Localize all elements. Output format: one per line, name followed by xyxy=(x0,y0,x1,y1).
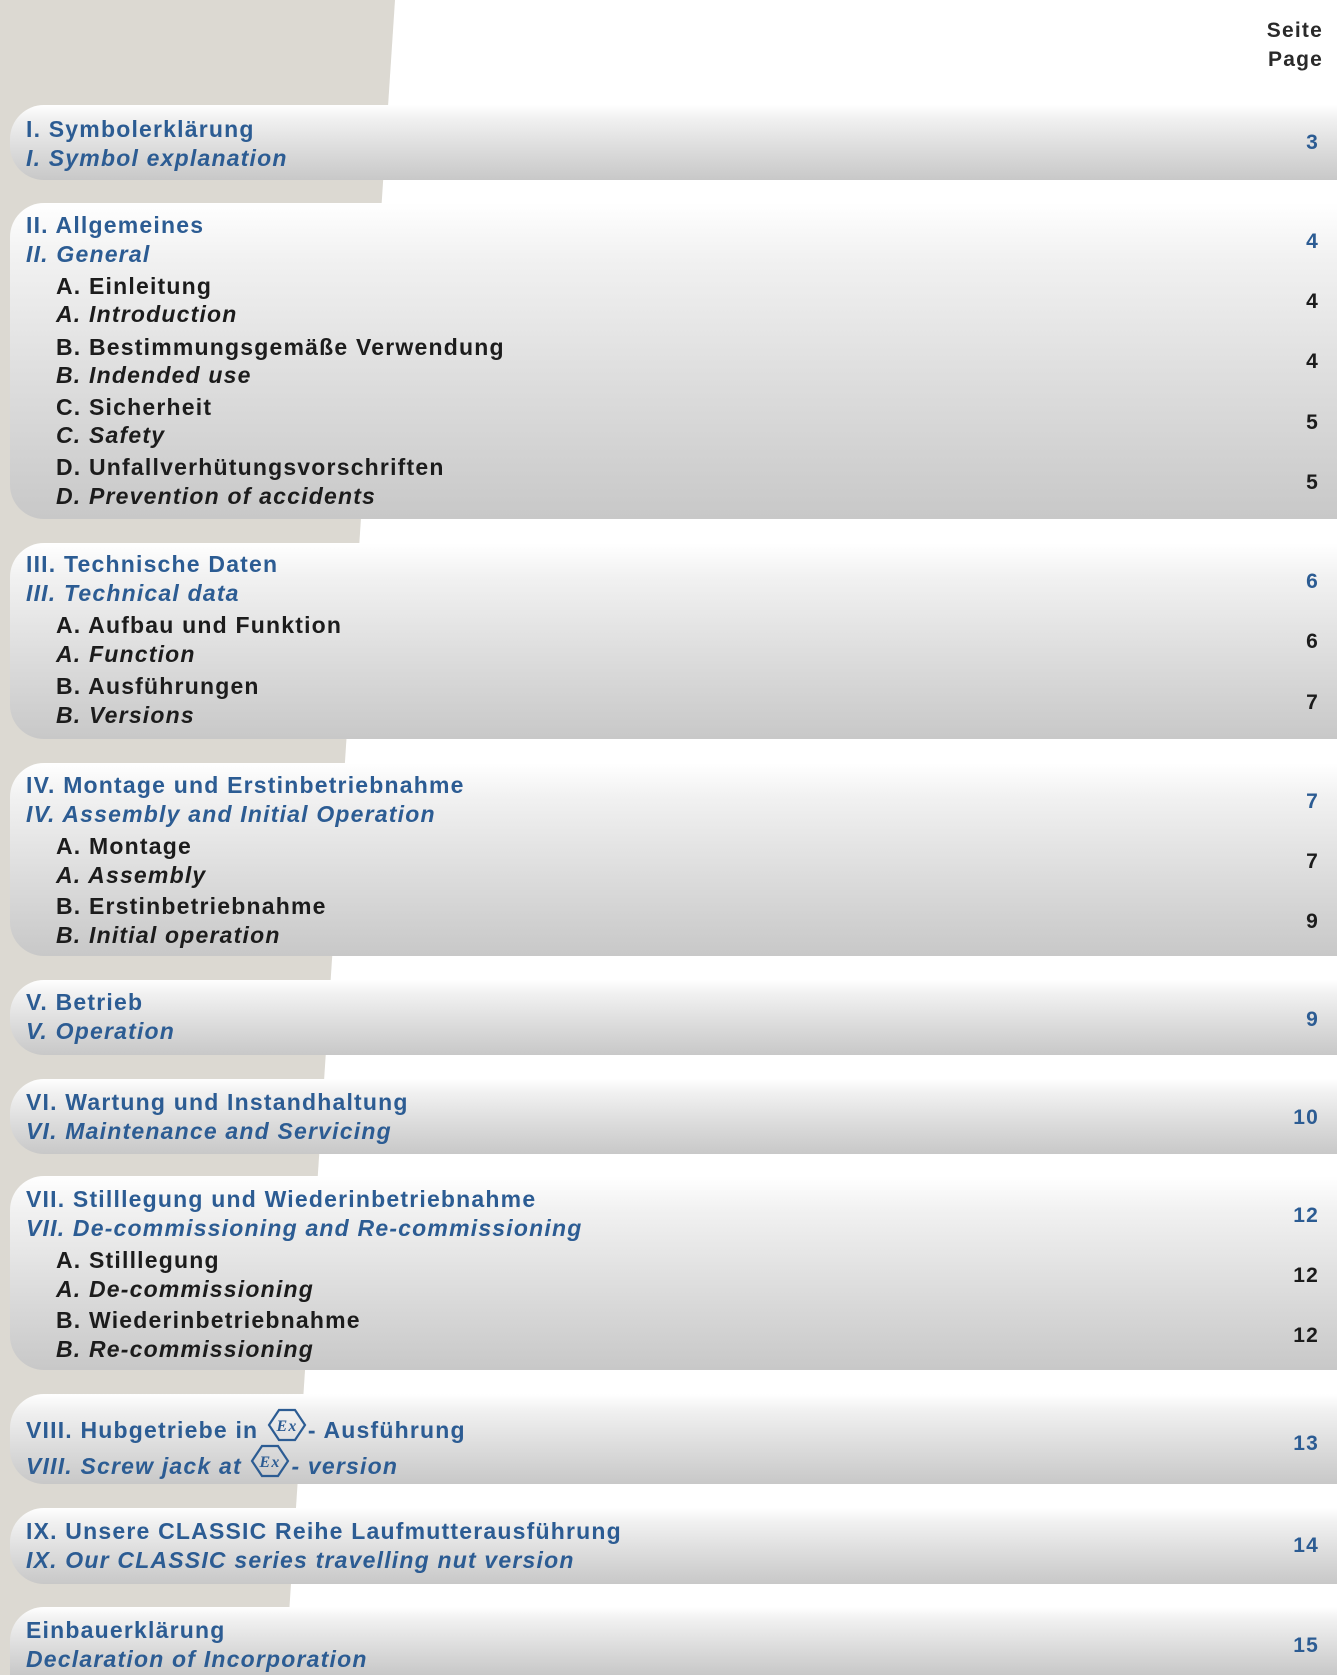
section-page-number: 4 xyxy=(1306,230,1319,253)
section-title-de[interactable]: VI. Wartung und Instandhaltung xyxy=(26,1089,409,1115)
subsection-title-de[interactable]: B. Erstinbetriebnahme xyxy=(56,893,327,919)
subsection-page-number: 5 xyxy=(1306,411,1319,434)
toc-section-7 xyxy=(10,1176,1337,1370)
toc-section-6 xyxy=(10,1079,1337,1154)
section-title-de[interactable]: VII. Stilllegung und Wiederinbetriebnahme xyxy=(26,1186,537,1212)
subsection-title-en[interactable]: B. Indended use xyxy=(56,362,252,388)
section-title-en[interactable] xyxy=(26,1444,398,1480)
section-title-en[interactable]: Declaration of Incorporation xyxy=(26,1646,368,1672)
subsection-page-number: 12 xyxy=(1293,1264,1319,1287)
title-en-suffix: - version xyxy=(291,1453,399,1479)
header-page: Page xyxy=(1268,48,1323,71)
subsection-title-en[interactable]: A. Function xyxy=(56,641,196,667)
section-page-number: 13 xyxy=(1293,1432,1319,1455)
section-title-de[interactable]: III. Technische Daten xyxy=(26,551,279,577)
subsection-title-de[interactable]: A. Einleitung xyxy=(56,273,213,299)
page-column-header xyxy=(1267,16,1323,74)
section-page-number: 3 xyxy=(1306,131,1319,154)
subsection-title-en[interactable]: D. Prevention of accidents xyxy=(56,483,377,509)
section-page-number: 6 xyxy=(1306,570,1319,593)
toc-section-8 xyxy=(10,1394,1337,1484)
subsection-page-number: 6 xyxy=(1306,630,1319,653)
subsection-title-de[interactable]: D. Unfallverhütungsvorschriften xyxy=(56,454,445,480)
section-title-en[interactable]: VII. De-commissioning and Re-commissioning xyxy=(26,1215,583,1241)
subsection-page-number: 7 xyxy=(1306,850,1319,873)
toc-section-4 xyxy=(10,763,1337,956)
toc-section-10 xyxy=(10,1607,1337,1675)
section-title-de[interactable]: II. Allgemeines xyxy=(26,212,205,238)
section-page-number: 10 xyxy=(1293,1106,1319,1129)
svg-text:Ex: Ex xyxy=(259,1454,281,1471)
subsection-title-de[interactable]: B. Bestimmungsgemäße Verwendung xyxy=(56,334,505,360)
section-title-en[interactable]: VI. Maintenance and Servicing xyxy=(26,1118,392,1144)
section-title-en[interactable]: IX. Our CLASSIC series travelling nut version xyxy=(26,1547,575,1573)
section-title-de[interactable]: IV. Montage und Erstinbetriebnahme xyxy=(26,772,465,798)
subsection-title-en[interactable]: A. De-commissioning xyxy=(56,1276,314,1302)
subsection-title-de[interactable]: A. Stilllegung xyxy=(56,1247,220,1273)
title-en-prefix: VIII. Screw jack at xyxy=(26,1453,242,1479)
section-title-en[interactable]: IV. Assembly and Initial Operation xyxy=(26,801,436,827)
section-title-en[interactable]: II. General xyxy=(26,241,151,267)
subsection-title-en[interactable]: B. Versions xyxy=(56,702,195,728)
subsection-title-de[interactable]: A. Montage xyxy=(56,833,192,859)
section-page-number: 15 xyxy=(1293,1634,1319,1657)
subsection-page-number: 12 xyxy=(1293,1324,1319,1347)
toc-section-1 xyxy=(10,105,1337,180)
toc-section-3 xyxy=(10,543,1337,739)
section-title-de[interactable]: I. Symbolerklärung xyxy=(26,116,255,142)
subsection-title-en[interactable]: A. Introduction xyxy=(56,301,238,327)
subsection-page-number: 7 xyxy=(1306,691,1319,714)
title-de-suffix: - Ausführung xyxy=(307,1417,466,1443)
section-page-number: 9 xyxy=(1306,1008,1319,1031)
section-title-en[interactable]: V. Operation xyxy=(26,1018,176,1044)
ex-icon xyxy=(250,1444,290,1478)
subsection-page-number: 9 xyxy=(1306,910,1319,933)
toc-section-2 xyxy=(10,203,1337,519)
subsection-title-en[interactable]: C. Safety xyxy=(56,422,166,448)
header-seite: Seite xyxy=(1266,19,1323,42)
section-title-de[interactable]: V. Betrieb xyxy=(26,989,144,1015)
subsection-title-de[interactable]: C. Sicherheit xyxy=(56,394,213,420)
section-title-de[interactable]: Einbauerklärung xyxy=(26,1617,226,1643)
section-page-number: 7 xyxy=(1306,790,1319,813)
section-page-number: 12 xyxy=(1293,1204,1319,1227)
svg-text:Ex: Ex xyxy=(276,1418,298,1435)
section-title-en[interactable]: I. Symbol explanation xyxy=(26,145,288,171)
section-title-de[interactable]: IX. Unsere CLASSIC Reihe Laufmutterausführung xyxy=(26,1518,622,1544)
subsection-title-en[interactable]: B. Initial operation xyxy=(56,922,281,948)
subsection-page-number: 5 xyxy=(1306,471,1319,494)
subsection-page-number: 4 xyxy=(1306,350,1319,373)
section-title-de[interactable] xyxy=(26,1408,466,1444)
subsection-title-en[interactable]: A. Assembly xyxy=(56,862,207,888)
subsection-page-number: 4 xyxy=(1306,290,1319,313)
section-title-en[interactable]: III. Technical data xyxy=(26,580,240,606)
toc-section-5 xyxy=(10,980,1337,1055)
section-page-number: 14 xyxy=(1293,1534,1319,1557)
toc-section-9 xyxy=(10,1508,1337,1584)
subsection-title-de[interactable]: A. Aufbau und Funktion xyxy=(56,612,343,638)
subsection-title-de[interactable]: B. Wiederinbetriebnahme xyxy=(56,1307,361,1333)
title-de-prefix: VIII. Hubgetriebe in xyxy=(26,1417,259,1443)
subsection-title-de[interactable]: B. Ausführungen xyxy=(56,673,260,699)
subsection-title-en[interactable]: B. Re-commissioning xyxy=(56,1336,314,1362)
ex-icon xyxy=(267,1408,307,1442)
